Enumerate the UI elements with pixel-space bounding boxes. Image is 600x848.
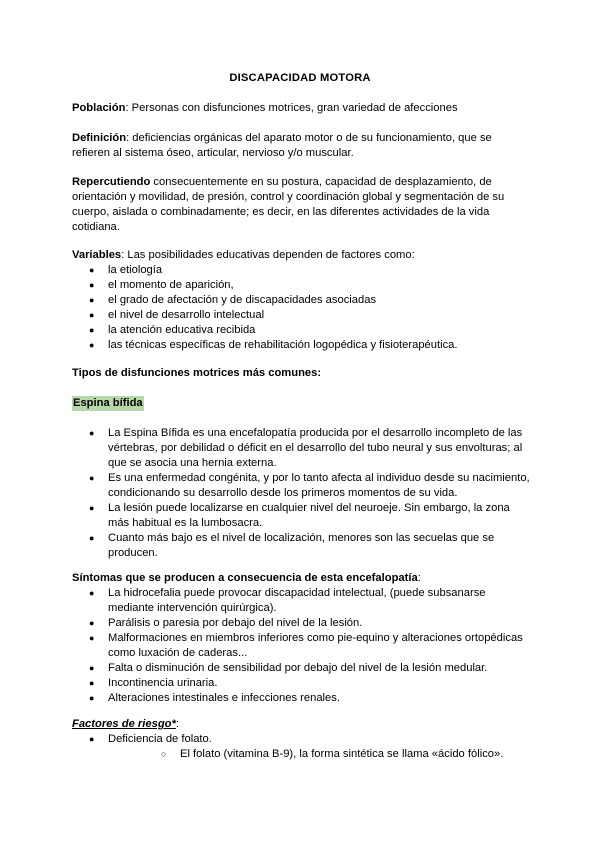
bullet-icon: ● xyxy=(89,325,95,335)
bullet-icon: ● xyxy=(89,280,95,290)
definicion-text: : deficiencias orgánicas del aparato motor o de su funcionamiento, que se refieren al sistema óseo, articular, nervioso y/o muscular. xyxy=(72,132,492,159)
list-item: ● la atención educativa recibida xyxy=(89,324,256,336)
factores-list xyxy=(72,732,530,762)
factores-sublist xyxy=(108,747,530,762)
bullet-icon: ● xyxy=(89,693,95,703)
variables-label: Variables xyxy=(72,249,122,261)
bullet-icon: ● xyxy=(89,503,95,513)
bullet-icon: ● xyxy=(89,663,95,673)
list-item: ● la etiología xyxy=(89,264,163,276)
factores-heading: Factores de riesgo* xyxy=(72,718,176,730)
factores-section xyxy=(72,717,530,762)
factores-heading-line: Factores de riesgo*: xyxy=(72,718,179,730)
definicion-label: Definición xyxy=(72,132,127,144)
sintomas-heading: Síntomas que se producen a consecuencia de esta encefalopatía xyxy=(72,572,418,584)
list-item: ● Incontinencia urinaria. xyxy=(89,677,218,689)
list-item: ● Es una enfermedad congénita, y por lo tanto afecta al individuo desde su nacimiento, condicionando su desarrollo desde los primeros momentos de su vida. xyxy=(89,472,530,499)
bullet-icon: ● xyxy=(89,588,95,598)
list-item: ● Deficiencia de folato. ○ El folato (vitamina B-9), la forma sintética se llama «ácido fólico». xyxy=(72,732,530,762)
bullet-icon: ● xyxy=(89,340,95,350)
bullet-icon: ● xyxy=(89,533,95,543)
sintomas-section xyxy=(72,571,530,706)
bullet-icon: ● xyxy=(89,473,95,483)
list-item: ● La lesión puede localizarse en cualquier nivel del neuroeje. Sin embargo, la zona más habitual es la lumbosacra. xyxy=(89,502,510,529)
bullet-icon: ● xyxy=(89,428,95,438)
circle-bullet-icon: ○ xyxy=(161,749,167,759)
list-item: ○ El folato (vitamina B-9), la forma sintética se llama «ácido fólico». xyxy=(161,748,504,760)
list-item: ● La hidrocefalia puede provocar discapacidad intelectual, (puede subsanarse mediante intervención quirúrgica). xyxy=(89,587,486,614)
tipos-heading: Tipos de disfunciones motrices más comunes: xyxy=(72,367,322,379)
espina-list xyxy=(72,426,530,561)
repercutiendo-text: consecuentemente en su postura, capacidad de desplazamiento, de orientación y movilidad, de presión, control y coordinación global y segmentación de su cuerpo, aislada o combinadamente; es decir, en las diferentes actividades de la vida cotidiana. xyxy=(72,176,505,233)
list-item: ● el nivel de desarrollo intelectual xyxy=(89,309,265,321)
list-item: ● Parálisis o paresia por debajo del nivel de la lesión. xyxy=(89,617,363,629)
bullet-icon: ● xyxy=(89,633,95,643)
variables-list xyxy=(72,263,530,353)
variables-intro xyxy=(72,248,530,263)
bullet-icon: ● xyxy=(89,295,95,305)
espina-heading: Espina bífida xyxy=(73,397,143,409)
list-item: ● La Espina Bífida es una encefalopatía producida por el desarrollo incompleto de las vértebras, por debilidad o déficit en el desarrollo del tubo neural y sus envolturas; al que se asocia una hernia externa. xyxy=(89,427,523,469)
sintomas-heading-line: Síntomas que se producen a consecuencia de esta encefalopatía: xyxy=(72,572,421,584)
document-title: DISCAPACIDAD MOTORA xyxy=(229,72,371,84)
espina-heading-line xyxy=(72,396,530,411)
list-item: ● las técnicas específicas de rehabilitación logopédica y fisioterapéutica. xyxy=(89,339,458,351)
variables-section xyxy=(72,248,530,353)
definicion-paragraph xyxy=(72,131,530,161)
list-item: ● Alteraciones intestinales e infecciones renales. xyxy=(89,692,340,704)
list-item: ● Falta o disminución de sensibilidad por debajo del nivel de la lesión medular. xyxy=(89,662,488,674)
poblacion-paragraph xyxy=(72,101,530,116)
poblacion-text: : Personas con disfunciones motrices, gran variedad de afecciones xyxy=(125,102,458,114)
list-item: ● el grado de afectación y de discapacidades asociadas xyxy=(89,294,377,306)
bullet-icon: ● xyxy=(89,618,95,628)
bullet-icon: ● xyxy=(89,265,95,275)
list-item: ● Cuanto más bajo es el nivel de localización, menores son las secuelas que se producen. xyxy=(89,532,495,559)
repercutiendo-paragraph xyxy=(72,175,530,235)
bullet-icon: ● xyxy=(89,734,95,744)
list-item: ● Malformaciones en miembros inferiores como pie-equino y alteraciones ortopédicas como luxación de caderas... xyxy=(89,632,523,659)
list-item: ● el momento de aparición, xyxy=(89,279,234,291)
repercutiendo-label: Repercutiendo xyxy=(72,176,151,188)
bullet-icon: ● xyxy=(89,678,95,688)
bullet-icon: ● xyxy=(89,310,95,320)
sintomas-list xyxy=(72,586,530,706)
poblacion-label: Población xyxy=(72,102,126,114)
variables-text: : Las posibilidades educativas dependen de factores como: xyxy=(121,249,415,261)
